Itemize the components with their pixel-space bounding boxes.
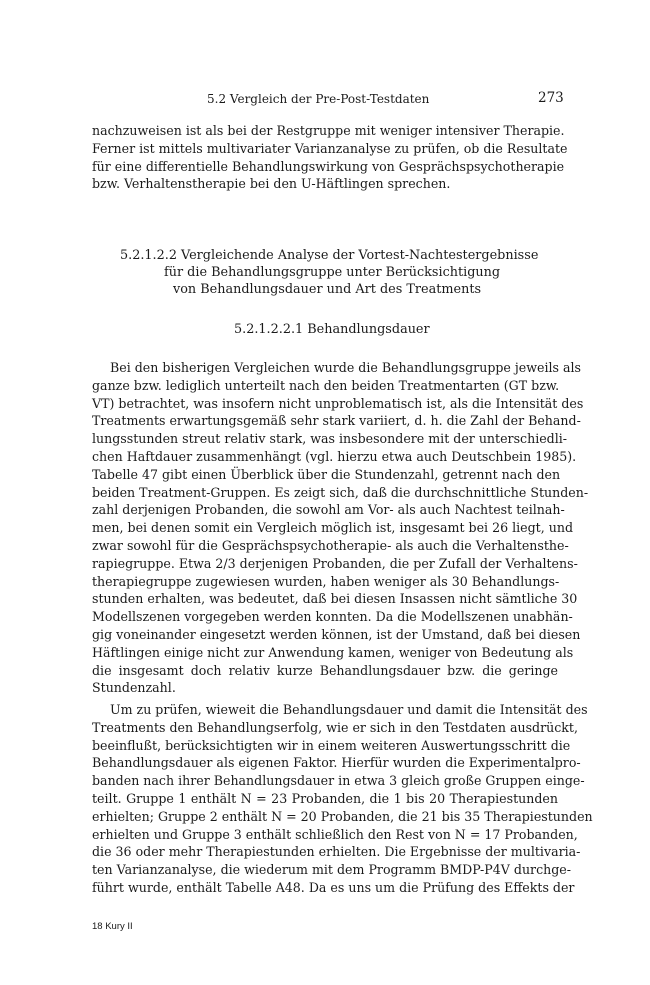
running-title: 5.2 Vergleich der Pre-Post-Testdaten — [207, 92, 430, 106]
text-line: erhielten; Gruppe 2 enthält N = 20 Probanden, die 21 bis 35 Therapiestunden — [92, 808, 593, 824]
text-line: führt wurde, enthält Tabelle A48. Da es uns um die Prüfung des Effekts der — [92, 879, 575, 895]
text-line: Um zu prüfen, wieweit die Behandlungsdauer und damit die Intensität des — [110, 702, 588, 717]
subsection-heading-text: 5.2.1.2.2.1 Behandlungsdauer — [234, 322, 430, 337]
text-line: lungsstunden streut relativ stark, was insbesondere mit der unterschiedli- — [92, 431, 568, 447]
text-line: beeinflußt, berücksichtigten wir in einem weiteren Auswertungsschritt die — [92, 737, 571, 753]
text-line: Modellszenen vorgegeben werden konnten. Da die Modellszenen unabhän- — [92, 609, 573, 625]
text-line: die 36 oder mehr Therapiestunden erhielten. Die Ergebnisse der multivaria- — [92, 844, 581, 860]
text-line: nachzuweisen ist als bei der Restgruppe mit weniger intensiver Therapie. — [92, 123, 565, 138]
page-header — [0, 91, 650, 111]
text-line: zwar sowohl für die Gesprächspsychotherapie- als auch die Verhaltensthe- — [92, 537, 569, 553]
subsection-heading — [0, 321, 650, 338]
text-line: Behandlungsdauer als eigenen Faktor. Hierfür wurden die Experimentalpro- — [92, 755, 581, 771]
page-number: 273 — [538, 90, 564, 106]
text-line: Häftlingen einige nicht zur Anwendung kamen, weniger von Bedeutung als — [92, 644, 574, 660]
paragraph-intro — [92, 122, 568, 193]
text-line: bzw. Verhaltenstherapie bei den U-Häftlingen sprechen. — [92, 176, 451, 192]
paragraph-auswertung — [92, 701, 593, 897]
section-heading-line: von Behandlungsdauer und Art des Treatments — [173, 282, 482, 297]
text-line: beiden Treatment-Gruppen. Es zeigt sich, daß die durchschnittliche Stunden- — [92, 484, 589, 500]
text-line: VT) betrachtet, was insofern nicht unproblematisch ist, als die Intensität des — [92, 395, 584, 411]
text-line: Ferner ist mittels multivariater Varianzanalyse zu prüfen, ob die Resultate — [92, 140, 568, 156]
text-line: Tabelle 47 gibt einen Überblick über die Stundenzahl, getrennt nach den — [92, 466, 561, 482]
text-line: Stundenzahl. — [92, 680, 176, 696]
text-line: Bei den bisherigen Vergleichen wurde die Behandlungsgruppe jeweils als — [110, 360, 582, 375]
section-heading-line: 5.2.1.2.2 Vergleichende Analyse der Vortest-Nachtestergebnisse — [120, 248, 539, 263]
text-line: für eine differentielle Behandlungswirkung von Gesprächspsychotherapie — [92, 158, 565, 174]
text-line: Treatments erwartungsgemäß sehr stark variiert, d. h. die Zahl der Behand- — [92, 413, 581, 429]
text-line: stunden erhalten, was bedeutet, daß bei diesen Insassen nicht sämtliche 30 — [92, 591, 578, 607]
text-line: banden nach ihrer Behandlungsdauer in etwa 3 gleich große Gruppen einge- — [92, 773, 585, 789]
text-line: erhielten und Gruppe 3 enthält schließlich den Rest von N = 17 Probanden, — [92, 826, 578, 842]
text-line: men, bei denen somit ein Vergleich möglich ist, insgesamt bei 26 liegt, und — [92, 520, 574, 536]
text-line: ganze bzw. lediglich unterteilt nach den beiden Treatmentarten (GT bzw. — [92, 377, 560, 393]
text-line: die insgesamt doch relativ kurze Behandlungsdauer bzw. die geringe — [92, 662, 558, 678]
section-heading — [0, 247, 650, 298]
paragraph-behandlungsdauer — [92, 359, 589, 697]
text-line: chen Haftdauer zusammenhängt (vgl. hierzu etwa auch Deutschbein 1985). — [92, 448, 577, 464]
text-line: Treatments den Behandlungserfolg, wie er sich in den Testdaten ausdrückt, — [92, 719, 578, 735]
text-line: rapiegruppe. Etwa 2/3 derjenigen Probanden, die per Zufall der Verhaltens- — [92, 555, 578, 571]
text-line: therapiegruppe zugewiesen wurden, haben weniger als 30 Behandlungs- — [92, 573, 560, 589]
text-line: gig voneinander eingesetzt werden können, ist der Umstand, daß bei diesen — [92, 626, 581, 642]
text-line: zahl derjenigen Probanden, die sowohl am Vor- als auch Nachtest teilnah- — [92, 502, 565, 518]
text-line: teilt. Gruppe 1 enthält N = 23 Probanden, die 1 bis 20 Therapiestunden — [92, 790, 558, 806]
footer-signature: 18 Kury II — [92, 921, 133, 932]
section-heading-line: für die Behandlungsgruppe unter Berücksichtigung — [164, 265, 501, 280]
text-line: ten Varianzanalyse, die wiederum mit dem Programm BMDP-P4V durchge- — [92, 862, 572, 878]
